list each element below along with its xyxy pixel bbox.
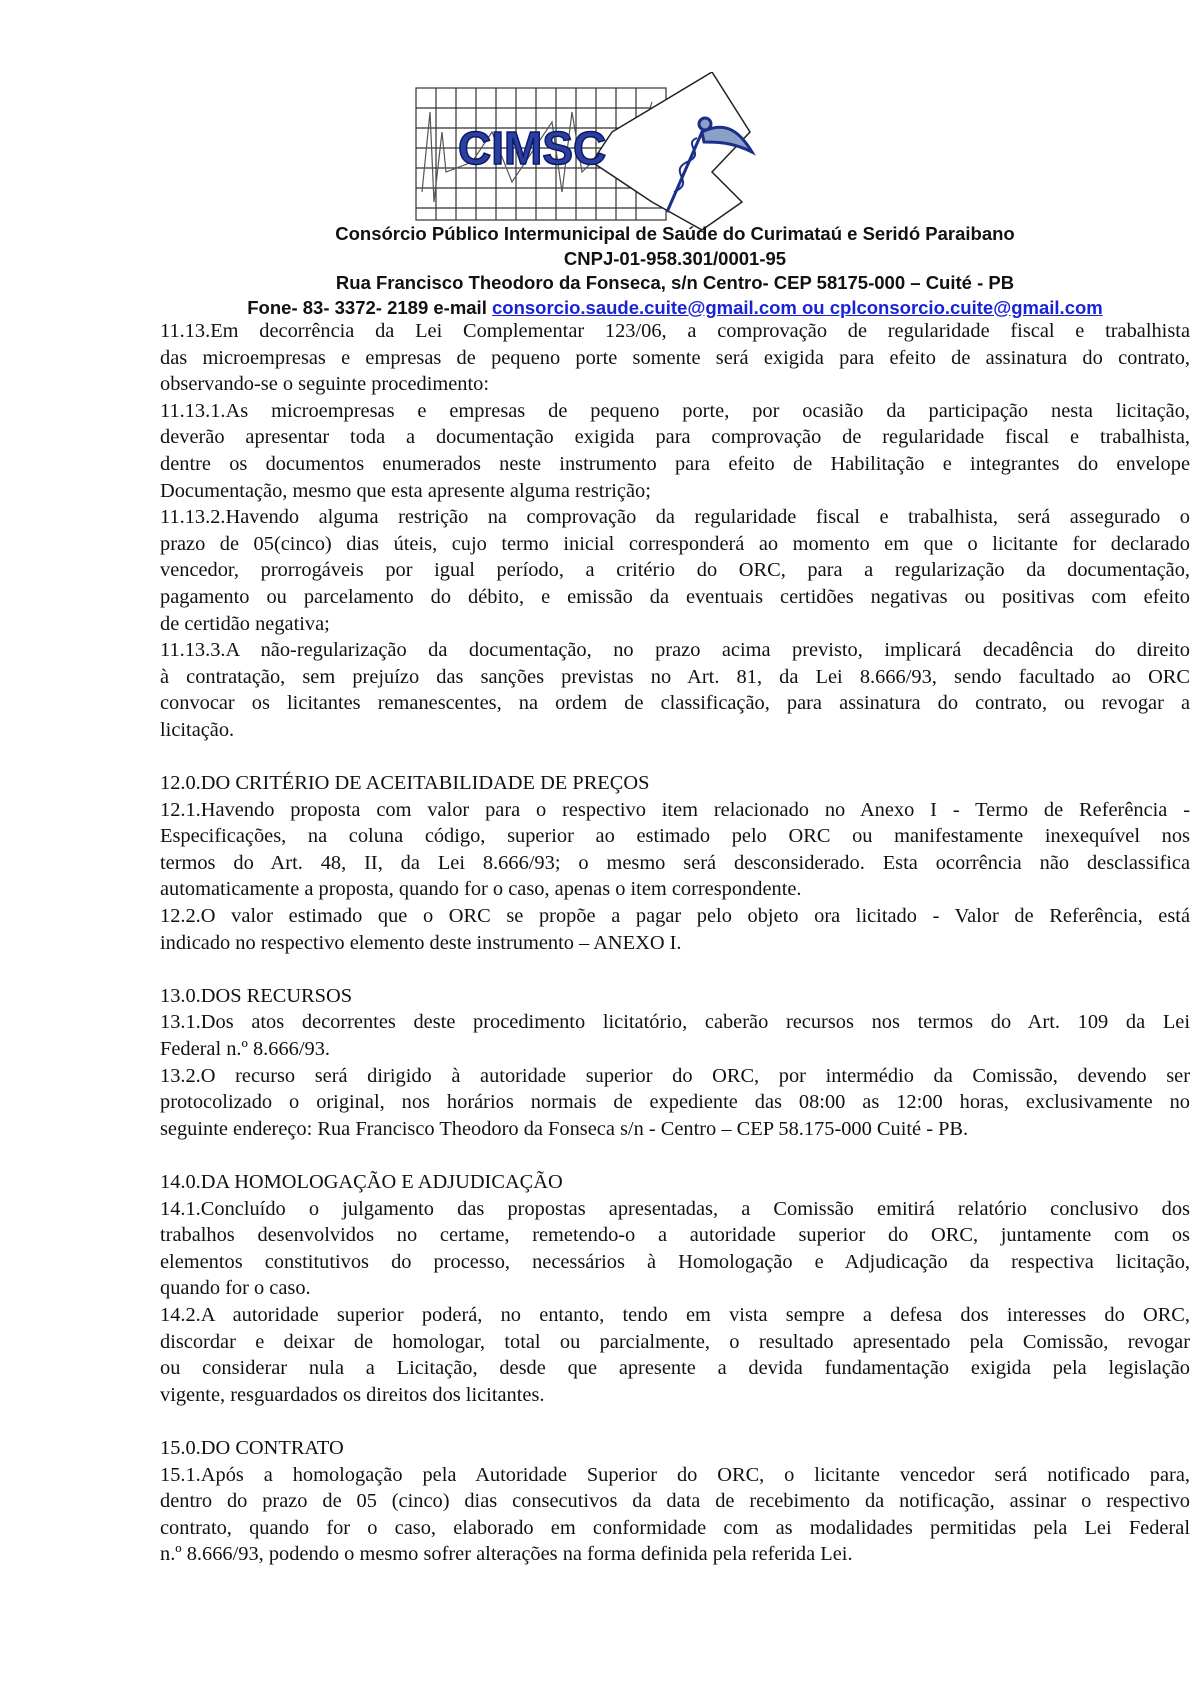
text-line: 14.2.A autoridade superior poderá, no entanto, tendo em vista sempre a defesa dos interesses do ORC, [160,1303,1190,1326]
contact-line [160,296,1190,321]
paragraph [160,1462,1190,1568]
paragraph [160,797,1190,903]
text-line: trabalhos desenvolvidos no certame, remetendo-o a autoridade superior do ORC, juntamente com os [160,1224,1190,1247]
text-line: Especificações, na coluna código, superior ao estimado pelo ORC ou manifestamente inexequível nos [160,825,1190,848]
section-heading [160,1435,1190,1462]
text-line: termos do Art. 48, II, da Lei 8.666/93; o mesmo será desconsiderado. Esta ocorrência não desclassifica [160,851,1190,874]
text-line: dentre os documentos enumerados neste instrumento para efeito de Habilitação e integrantes do envelope [160,452,1190,475]
text-line: indicado no respectivo elemento deste instrumento – ANEXO I. [160,931,682,954]
address: Rua Francisco Theodoro da Fonseca, s/n Centro- CEP 58175-000 – Cuité - PB [335,272,1015,293]
cnpj: CNPJ-01-958.301/0001-95 [563,247,787,269]
text-line: à contratação, sem prejuízo das sanções previstas no Art. 81, da Lei 8.666/93, sendo facultado ao ORC [160,665,1190,688]
text-line: elementos constitutivos do processo, necessários à Homologação e Adjudicação da respectiva licitação, [160,1250,1190,1273]
text-line: 13.1.Dos atos decorrentes deste procedimento licitatório, caberão recursos nos termos do Art. 109 da Lei [160,1011,1190,1034]
text-line: convocar os licitantes remanescentes, na ordem de classificação, para assinatura do contrato, ou revogar a [160,692,1190,715]
text-line: protocolizado o original, nos horários normais de expediente das 08:00 as 12:00 horas, exclusivamente no [160,1091,1190,1114]
text-line: 12.2.O valor estimado que o ORC se propõe a pagar pelo objeto ora licitado - Valor de Referência, está [160,905,1190,928]
text-line: prazo de 05(cinco) dias úteis, cujo termo inicial corresponderá ao momento em que o licitante for declarado [160,532,1190,555]
text-line: seguinte endereço: Rua Francisco Theodoro da Fonseca s/n - Centro – CEP 58.175-000 Cuité - PB. [160,1117,969,1140]
section-heading [160,1169,1190,1196]
text-line: Documentação, mesmo que esta apresente alguma restrição; [160,479,651,502]
paragraph [160,1009,1190,1062]
paragraph [160,1196,1190,1302]
paragraph [160,637,1190,743]
text-line: de certidão negativa; [160,612,330,635]
paragraph-spacer [160,744,1190,771]
text-line: discordar e deixar de homologar, total ou parcialmente, o resultado apresentado pela Comissão, revogar [160,1330,1190,1353]
text-line: vencedor, prorrogáveis por igual período, a critério do ORC, para a regularização da documentação, [160,559,1190,582]
paragraph [160,504,1190,637]
text-line: 13.0.DOS RECURSOS [160,984,353,1007]
paragraph [160,903,1190,956]
text-line: dentro do prazo de 05 (cinco) dias consecutivos da data de recebimento da notificação, assinar o respectivo [160,1490,1190,1513]
paragraph [160,318,1190,398]
section-heading [160,983,1190,1010]
section-heading [160,770,1190,797]
text-line: 11.13.3.A não-regularização da documentação, no prazo acima previsto, implicará decadência do direito [160,639,1190,662]
paragraph [160,1063,1190,1143]
cimsc-logo [412,72,772,230]
text-line: 12.0.DO CRITÉRIO DE ACEITABILIDADE DE PREÇOS [160,772,650,795]
text-line: 15.1.Após a homologação pela Autoridade Superior do ORC, o licitante vencedor será notificado para, [160,1463,1190,1486]
text-line: quando for o caso. [160,1277,311,1300]
phone: Fone- 83- 3372- 2189 e-mail [247,296,492,318]
text-line: deverão apresentar toda a documentação exigida para comprovação de regularidade fiscal e trabalhista, [160,426,1190,449]
text-line: 11.13.Em decorrência da Lei Complementar 123/06, a comprovação de regularidade fiscal e trabalhista [160,320,1190,342]
paragraph-spacer [160,1408,1190,1435]
paragraph-spacer [160,956,1190,983]
text-line: 11.13.2.Havendo alguma restrição na comprovação da regularidade fiscal e trabalhista, será assegurado o [160,506,1190,529]
text-line: Federal n.º 8.666/93. [160,1038,330,1061]
text-line: 12.1.Havendo proposta com valor para o respectivo item relacionado no Anexo I - Termo de Referência - [160,798,1190,821]
text-line: ou considerar nula a Licitação, desde que apresente a devida fundamentação exigida pela legislação [160,1357,1190,1380]
text-line: 14.1.Concluído o julgamento das propostas apresentadas, a Comissão emitirá relatório conclusivo dos [160,1197,1190,1220]
logo-text: CIMSC [458,122,607,174]
text-line: pagamento ou parcelamento do débito, e emissão da eventuais certidões negativas ou positivas com efeito [160,585,1190,608]
letterhead [160,222,1190,320]
text-line: 13.2.O recurso será dirigido à autoridade superior do ORC, por intermédio da Comissão, devendo ser [160,1064,1190,1087]
paragraph [160,1302,1190,1408]
text-line: 11.13.1.As microempresas e empresas de pequeno porte, por ocasião da participação nesta licitação, [160,399,1190,422]
text-line: vigente, resguardados os direitos dos licitantes. [160,1383,545,1406]
text-line: licitação. [160,718,235,741]
text-line: observando-se o seguinte procedimento: [160,373,489,396]
document-body [160,318,1190,1568]
text-line: 14.0.DA HOMOLOGAÇÃO E ADJUDICAÇÃO [160,1171,563,1193]
text-line: 15.0.DO CONTRATO [160,1436,344,1459]
text-line: n.º 8.666/93, podendo o mesmo sofrer alterações na forma definida pela referida Lei. [160,1543,853,1566]
text-line: contrato, quando for o caso, elaborado em conformidade com as modalidades permitidas pela Lei Federal [160,1516,1190,1539]
text-line: automaticamente a proposta, quando for o caso, apenas o item correspondente. [160,878,802,901]
email-link[interactable]: consorcio.saude.cuite@gmail.com ou cplconsorcio.cuite@gmail.com [491,296,1103,318]
org-name: Consórcio Público Intermunicipal de Saúde do Curimataú e Seridó Paraibano [335,223,1015,244]
paragraph-spacer [160,1142,1190,1169]
text-line: das microempresas e empresas de pequeno porte somente será exigida para efeito de assinatura do contrato, [160,346,1190,369]
paragraph [160,398,1190,504]
